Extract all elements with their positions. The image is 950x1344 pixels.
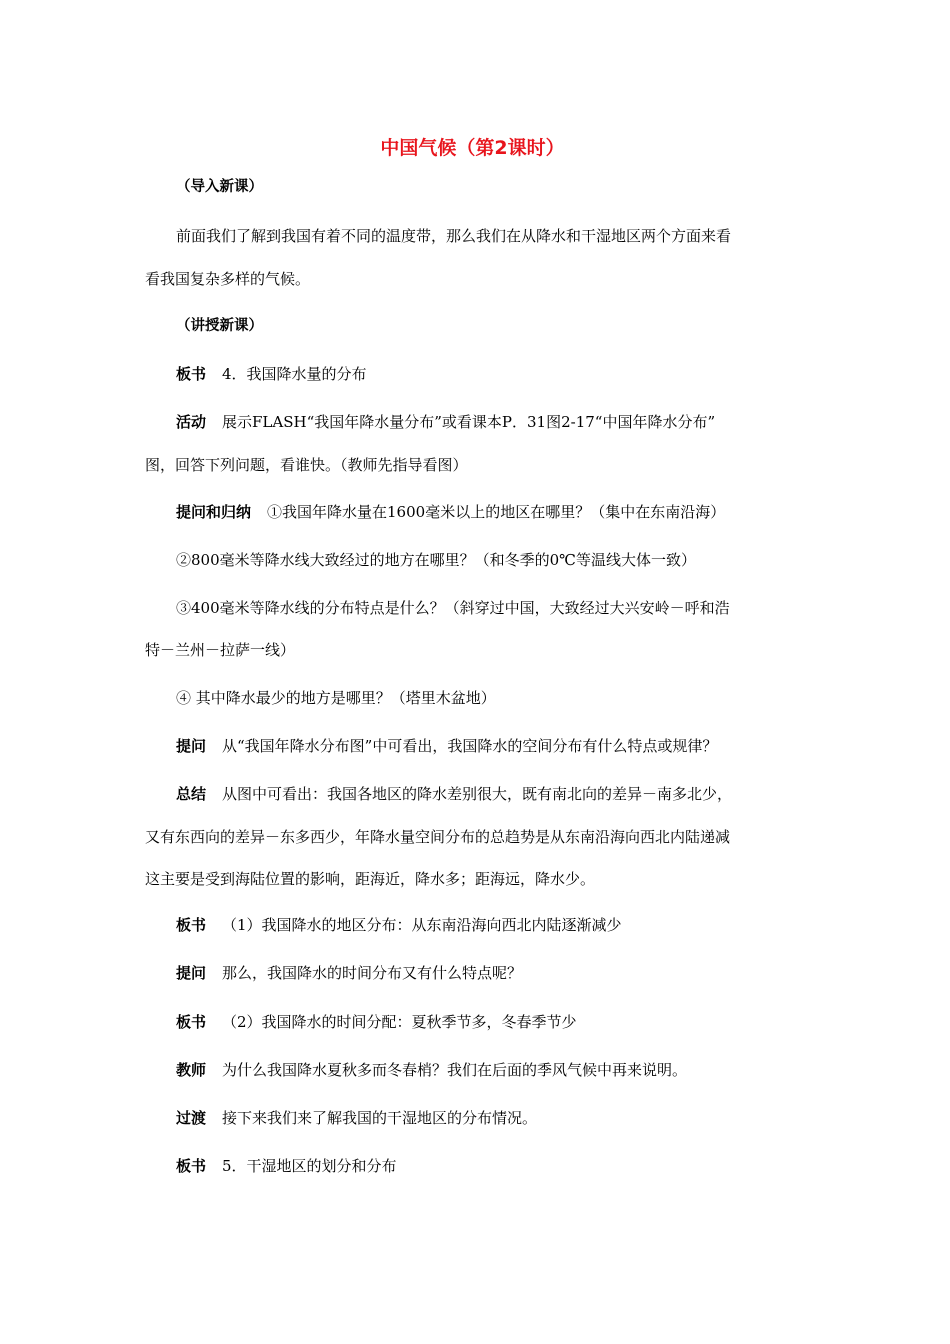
board-note-text: 5．干湿地区的划分和分布 xyxy=(222,1157,397,1175)
label-activity: 活动 xyxy=(176,413,207,431)
qa-paragraph xyxy=(176,502,846,522)
question-paragraph xyxy=(176,963,846,983)
summary-paragraph xyxy=(176,784,846,804)
section-heading-intro: （导入新课） xyxy=(176,179,263,195)
label-board: 板书 xyxy=(176,1157,207,1175)
qa-question-4: ④ 其中降水最少的地方是哪里？（塔里木盆地） xyxy=(176,689,496,707)
label-question: 提问 xyxy=(176,737,207,755)
board-note-text: （2）我国降水的时间分配：夏秋季节多，冬春季节少 xyxy=(222,1013,577,1031)
label-board: 板书 xyxy=(176,365,207,383)
board-note-2 xyxy=(176,1012,846,1032)
transition-paragraph xyxy=(176,1108,846,1128)
label-teacher: 教师 xyxy=(176,1061,207,1079)
qa-question-2: ②800毫米等降水线大致经过的地方在哪里？（和冬季的0℃等温线大体一致） xyxy=(176,551,696,569)
intro-paragraph-line: 看我国复杂多样的气候。 xyxy=(145,270,311,288)
qa-question-3-cont: 特－兰州－拉萨一线） xyxy=(145,641,296,659)
label-summary: 总结 xyxy=(176,785,207,803)
qa-question-1: ①我国年降水量在1600毫米以上的地区在哪里？（集中在东南沿海） xyxy=(267,503,726,521)
activity-text: 展示FLASH“我国年降水量分布”或看课本P．31图2-17“中国年降水分布” xyxy=(222,413,716,431)
question-text: 从“我国年降水分布图”中可看出，我国降水的空间分布有什么特点或规律？ xyxy=(222,737,718,755)
document-title: 中国气候（第2课时） xyxy=(380,137,565,159)
board-note-1 xyxy=(176,915,846,935)
transition-text: 接下来我们来了解我国的干湿地区的分布情况。 xyxy=(222,1109,538,1127)
activity-paragraph xyxy=(176,412,846,432)
activity-paragraph-line: 图，回答下列问题，看谁快。（教师先指导看图） xyxy=(145,456,468,474)
board-note-text: 4．我国降水量的分布 xyxy=(222,365,367,383)
label-board: 板书 xyxy=(176,916,207,934)
label-question: 提问 xyxy=(176,964,207,982)
section-heading-lesson: （讲授新课） xyxy=(176,318,263,334)
board-note-5 xyxy=(176,1156,846,1176)
label-question-summary: 提问和归纳 xyxy=(176,503,252,521)
teacher-text: 为什么我国降水夏秋多而冬春梢？我们在后面的季风气候中再来说明。 xyxy=(222,1061,688,1079)
board-note-4 xyxy=(176,364,846,384)
label-transition: 过渡 xyxy=(176,1109,207,1127)
summary-text: 从图中可看出：我国各地区的降水差别很大，既有南北向的差异－南多北少， xyxy=(222,785,733,803)
intro-paragraph-line: 前面我们了解到我国有着不同的温度带，那么我们在从降水和干湿地区两个方面来看 xyxy=(176,227,732,245)
summary-line: 又有东西向的差异－东多西少，年降水量空间分布的总趋势是从东南沿海向西北内陆递减 xyxy=(145,828,731,846)
label-board: 板书 xyxy=(176,1013,207,1031)
question-paragraph xyxy=(176,736,846,756)
summary-line: 这主要是受到海陆位置的影响，距海近，降水多；距海远，降水少。 xyxy=(145,870,596,888)
question-text: 那么，我国降水的时间分布又有什么特点呢？ xyxy=(222,964,523,982)
qa-question-3: ③400毫米等降水线的分布特点是什么？（斜穿过中国，大致经过大兴安岭－呼和浩 xyxy=(176,599,730,617)
teacher-paragraph xyxy=(176,1060,846,1080)
board-note-text: （1）我国降水的地区分布：从东南沿海向西北内陆逐渐减少 xyxy=(222,916,622,934)
